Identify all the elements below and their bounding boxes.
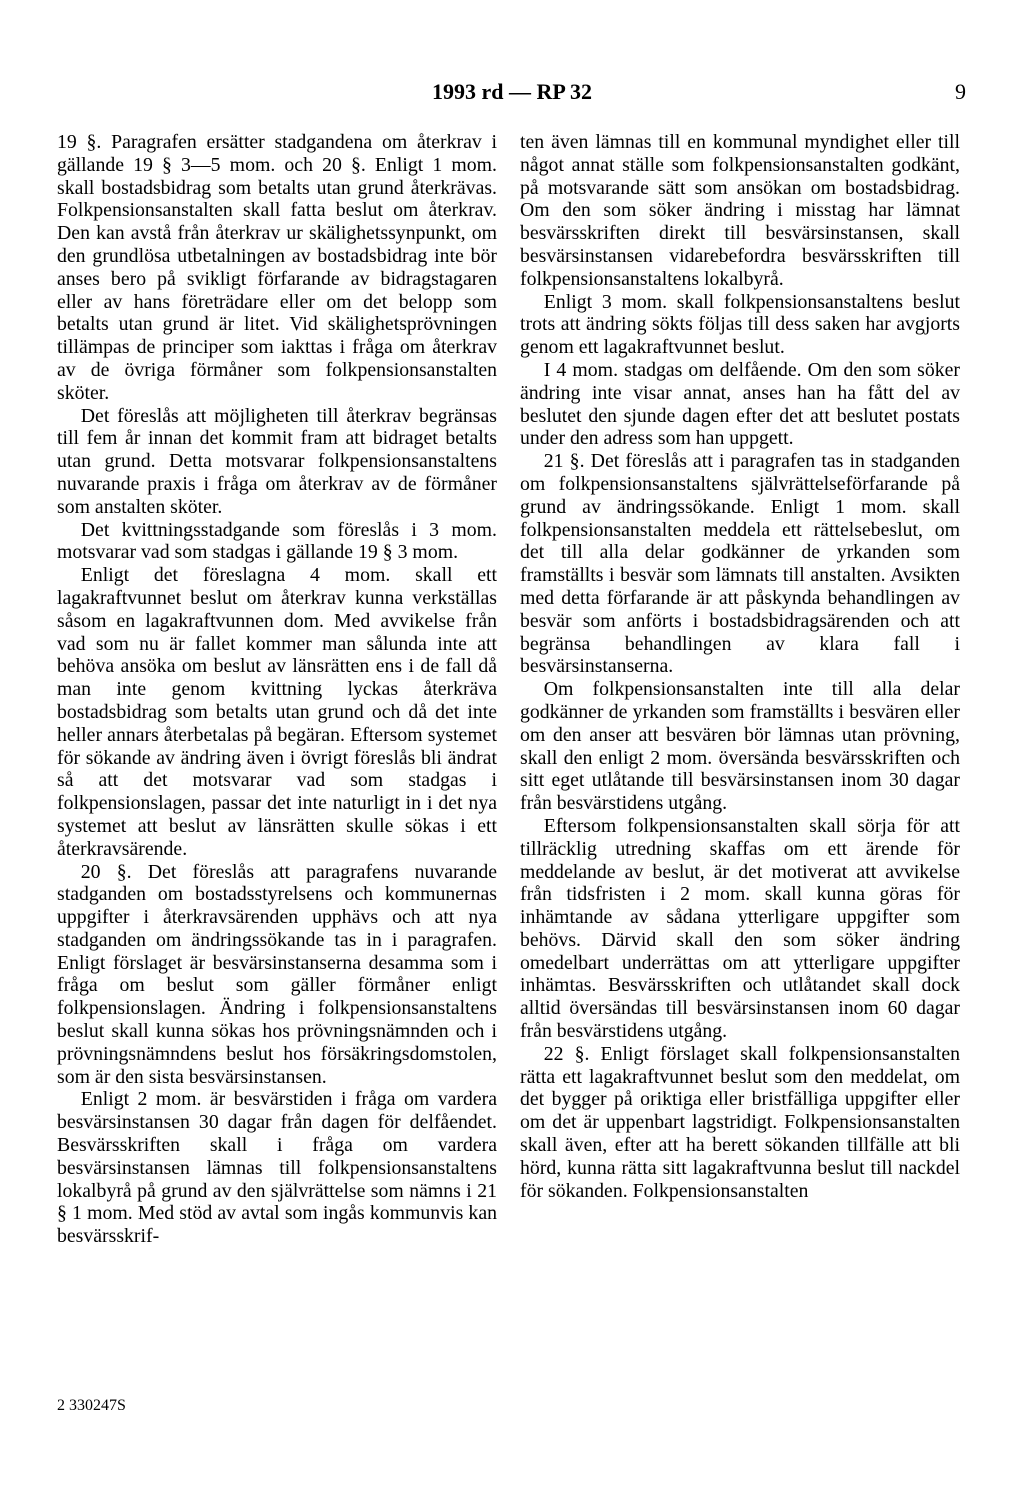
paragraph-22-section: 22 §. Enligt förslaget skall folkpensionsanstalten rätta ett lagakraftvunnet beslut som den meddelat, om det bygger på oriktiga eller bristfälliga uppgifter eller om det är uppenbart lagstridigt. Folkpensionsanstalten skall även, efter att ha berett sökanden tillfälle att bli hörd, kunna rätta sitt lagakraftvunna beslut till nackdel för sökanden. Folkpensionsanstalten <box>520 1042 960 1202</box>
paragraph: Om folkpensionsanstalten inte till alla delar godkänner de yrkanden som framställts i besvären eller om den anser att besvären bör lämnas utan prövning, skall den enligt 2 mom. översända besvärsskriften och sitt eget utlåtande till besvärsinstansen inom 30 dagar från besvärstidens utgång. <box>520 678 960 815</box>
paragraph: I 4 mom. stadgas om delfående. Om den som söker ändring inte visar annat, anses han ha fått del av beslutet den sjunde dagen efter det att beslutet postats under den adress som han uppgett. <box>520 358 960 450</box>
paragraph: Det föreslås att möjligheten till återkrav begränsas till fem år innan det kommit fram att bidraget betalts utan grund. Detta motsvarar folkpensionsanstaltens nuvarande praxis i fråga om återkrav av de förmåner som anstalten sköter. <box>57 404 497 518</box>
left-column <box>57 131 497 1248</box>
running-header: 1993 rd — RP 32 <box>431 79 593 104</box>
right-column <box>520 131 960 1202</box>
paragraph: Enligt 2 mom. är besvärstiden i fråga om vardera besvärsinstansen 30 dagar från dagen för delfåendet. Besvärsskriften skall i fråga om vardera besvärsinstansen lämnas till folkpensionsanstaltens lokalbyrå på grund av den självrättelse som nämns i 21 § 1 mom. Med stöd av avtal som ingås kommunvis kan besvärsskrif- <box>57 1088 497 1248</box>
paragraph-continued: ten även lämnas till en kommunal myndighet eller till något annat ställe som folkpensionsanstalten godkänt, på motsvarande sätt som ansökan om bostadsbidrag. Om den som söker ändring i misstag har lämnat besvärsskriften direkt till besvärsinstansen, skall besvärsinstansen vidarebefordra besvärsskriften till folkpensionsanstaltens lokalbyrå. <box>520 131 960 290</box>
paragraph-19-section: 19 §. Paragrafen ersätter stadgandena om återkrav i gällande 19 § 3—5 mom. och 20 §. Enligt 1 mom. skall bostadsbidrag som betalts utan grund återkrävas. Folkpensionsanstalten skall fatta beslut om återkrav. Den kan avstå från återkrav ur skälighetssynpunkt, om den grundlösa utbetalningen av bostadsbidrag inte bör anses bero på svikligt förfarande av bidragstagaren eller av hans företrädare eller om det belopp som betalts utan grund är litet. Vid skälighetsprövningen tillämpas de principer som iakttas i fråga om återkrav av de övriga förmåner som folkpensionsanstalten sköter. <box>57 131 497 404</box>
paragraph-20-section: 20 §. Det föreslås att paragrafens nuvarande stadganden om bostadsstyrelsens och kommunernas uppgifter i återkravsärenden upphävs och att nya stadganden om ändringssökande tas in i paragrafen. Enligt förslaget är besvärsinstanserna desamma som i fråga om beslut som gäller förmåner enligt folkpensionslagen. Ändring i folkpensionsanstaltens beslut skall kunna sökas hos prövningsnämnden och i prövningsnämndens beslut hos försäkringsdomstolen, som är den sista besvärsinstansen. <box>57 860 497 1088</box>
footer-print-code: 2 330247S <box>57 1397 126 1414</box>
paragraph: Det kvittningsstadgande som föreslås i 3 mom. motsvarar vad som stadgas i gällande 19 § 3 mom. <box>57 518 497 564</box>
paragraph: Enligt det föreslagna 4 mom. skall ett lagakraftvunnet beslut om återkrav kunna verkställas såsom en lagakraftvunnen dom. Med avvikelse från vad som nu är fallet kommer man sålunda inte att behöva ansöka om beslut av länsrätten ens i de fall då man inte genom kvittning lyckas återkräva bostadsbidrag som betalts utan grund och då det inte heller annars återbetalas på begäran. Eftersom systemet för sökande av ändring även i övrigt föreslås bli ändrat så att det motsvarar vad som stadgas i folkpensionslagen, passar det inte naturligt in i det nya systemet att beslut av länsrätten skulle sökas i ett återkravsärende. <box>57 564 497 860</box>
paragraph-21-section: 21 §. Det föreslås att i paragrafen tas in stadganden om folkpensionsanstaltens självrättelseförfarande på grund av ändringssökande. Enligt 1 mom. skall folkpensionsanstalten meddela ett rättelsebeslut, om det till alla delar godkänner de yrkanden som framställts i besvär som lämnats till anstalten. Avsikten med detta förfarande är att påskynda behandlingen av besvär som anförts i bostadsbidragsärenden och att begränsa behandlingen av klara fall i besvärsinstanserna. <box>520 450 960 678</box>
page-number: 9 <box>955 79 966 104</box>
paragraph: Eftersom folkpensionsanstalten skall sörja för att tillräcklig utredning skaffas om ett ärende för meddelande av beslut, är det motiverat att avvikelse från tidsfristen i 2 mom. skall kunna göras för inhämtande av sådana ytterligare uppgifter som behövs. Därvid skall den som söker ändring omedelbart underrättas om att ytterligare uppgifter inhämtas. Besvärsskriften och utlåtandet skall dock alltid översändas till besvärsinstansen inom 60 dagar från besvärstidens utgång. <box>520 814 960 1043</box>
paragraph: Enligt 3 mom. skall folkpensionsanstaltens beslut trots att ändring sökts följas till dess saken har avgjorts genom ett lagakraftvunnet beslut. <box>520 290 960 359</box>
